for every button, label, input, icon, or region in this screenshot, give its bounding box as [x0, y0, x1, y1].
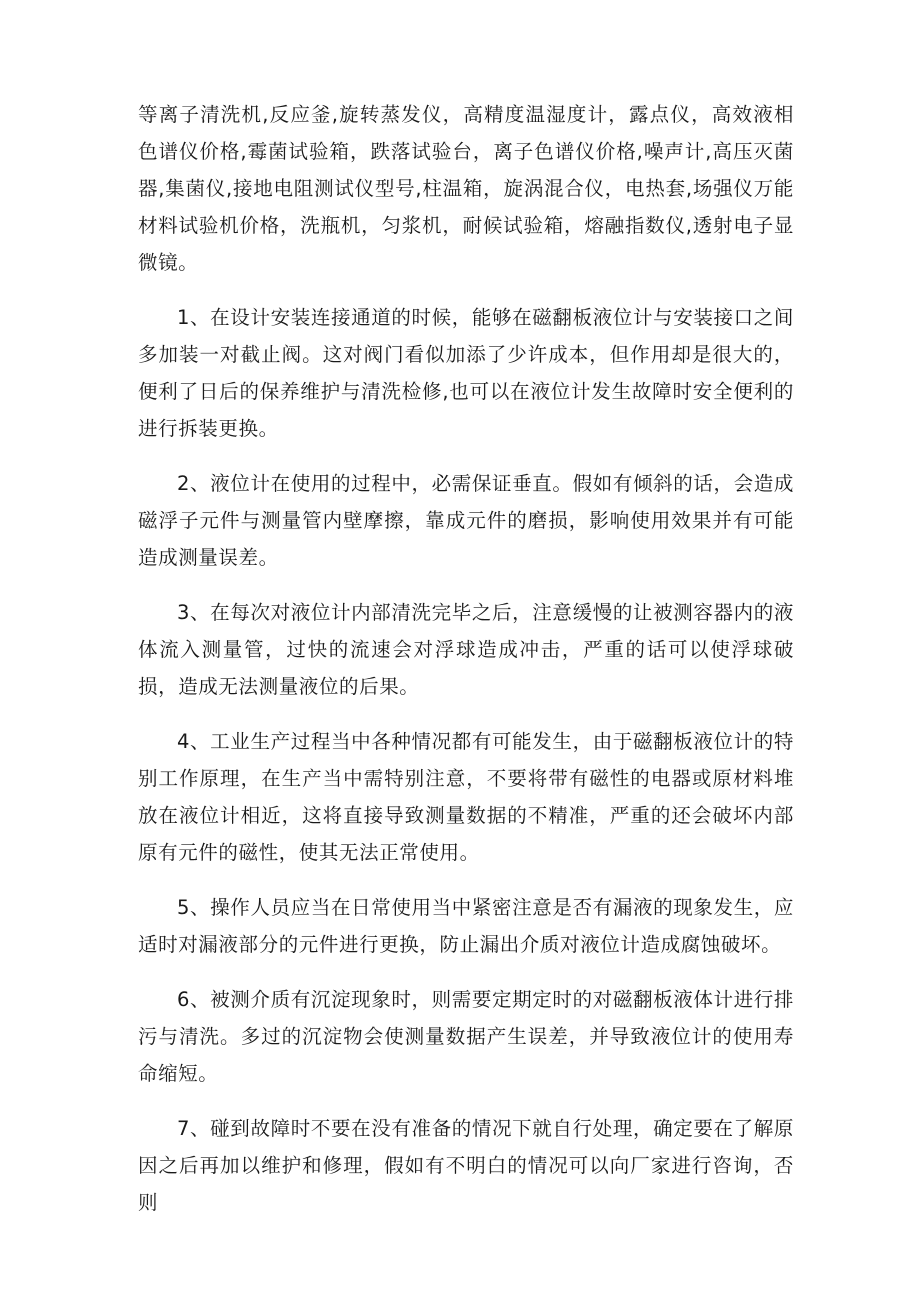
paragraph-instrument-list: 等离子清洗机,反应釜,旋转蒸发仪，高精度温湿度计，露点仪，高效液相色谱仪价格,霉菌试验箱，跌落试验台，离子色谱仪价格,噪声计,高压灭菌器,集菌仪,接地电阻测试仪型号,柱温箱，旋涡混合仪，电热套,场强仪万能材料试验机价格，洗瓶机，匀浆机，耐候试验箱，熔融指数仪,透射电子显微镜。 — [138, 103, 794, 274]
paragraph-item-3: 3、在每次对液位计内部清洗完毕之后，注意缓慢的让被测容器内的液体流入测量管，过快的流速会对浮球造成冲击，严重的话可以使浮球破损，造成无法测量液位的后果。 — [138, 601, 794, 698]
paragraph-item-5: 5、操作人员应当在日常使用当中紧密注意是否有漏液的现象发生，应适时对漏液部分的元件进行更换，防止漏出介质对液位计造成腐蚀破坏。 — [138, 896, 794, 956]
paragraph-item-7: 7、碰到故障时不要在没有准备的情况下就自行处理，确定要在了解原因之后再加以维护和修理，假如有不明白的情况可以向厂家进行咨询，否则 — [138, 1117, 794, 1214]
paragraph-item-1: 1、在设计安装连接通道的时候，能够在磁翻板液位计与安装接口之间多加装一对截止阀。这对阀门看似加添了少许成本，但作用却是很大的，便利了日后的保养维护与清洗检修,也可以在液位计发生故障时安全便利的进行拆装更换。 — [138, 306, 794, 440]
paragraph-item-2: 2、液位计在使用的过程中，必需保证垂直。假如有倾斜的话，会造成磁浮子元件与测量管内壁摩擦，靠成元件的磨损，影响使用效果并有可能造成测量误差。 — [138, 472, 794, 569]
document-body — [138, 96, 794, 1239]
paragraph-item-4: 4、工业生产过程当中各种情况都有可能发生，由于磁翻板液位计的特别工作原理，在生产当中需特别注意，不要将带有磁性的电器或原材料堆放在液位计相近，这将直接导致测量数据的不精准，严重的还会破坏内部原有元件的磁性，使其无法正常使用。 — [138, 730, 794, 864]
paragraph-item-6: 6、被测介质有沉淀现象时，则需要定期定时的对磁翻板液体计进行排污与清洗。多过的沉淀物会使测量数据产生误差，并导致液位计的使用寿命缩短。 — [138, 988, 794, 1085]
